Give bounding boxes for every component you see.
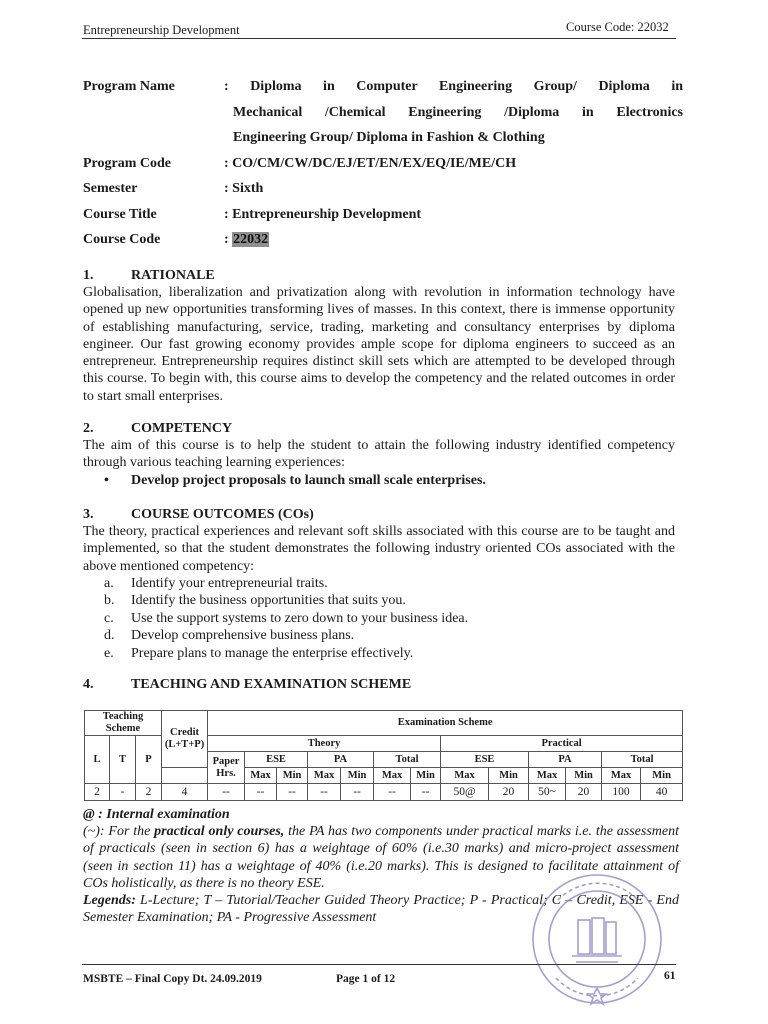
section-heading-course-outcomes: 3. COURSE OUTCOMES (COs) [83,507,314,522]
table-row [85,784,683,801]
semester-row [83,176,683,202]
program-name-line1: : Diploma in Computer Engineering Group/ Diploma in [224,79,683,94]
table-cell: 50~ [529,784,566,801]
competency-text: The aim of this course is to help the student to attain the following industry identified competency through various teaching learning experiences: [83,438,675,471]
table-cell: 20 [566,784,602,801]
table-cell: 2 [136,784,162,801]
max-header: Max [441,768,489,784]
table-cell: -- [341,784,374,801]
course-title-row [83,202,683,228]
course-code-highlighted: 22032 [233,232,269,247]
course-outcomes-list [104,575,468,662]
table-cell: -- [411,784,441,801]
max-header: Max [602,768,641,784]
table-cell: -- [277,784,308,801]
min-header: Min [411,768,441,784]
program-name-row [83,74,683,151]
practical-total-header: Total [602,752,683,768]
program-code-label: Program Code [83,155,171,171]
l-header: L [85,736,110,784]
list-item: b. Identify the business opportunities that suits you. [104,593,406,609]
max-header: Max [308,768,341,784]
course-outcomes-text: The theory, practical experiences and relevant soft skills associated with this course are to be taught and implemented, so that the student demonstrates the following industry oriented COs associated with the above mentioned competency: [83,524,675,574]
table-cell: -- [245,784,277,801]
section-heading-scheme: 4. TEACHING AND EXAMINATION SCHEME [83,677,412,692]
list-item: e. Prepare plans to manage the enterprise effectively. [104,645,414,661]
table-cell: -- [208,784,245,801]
table-cell: - [110,784,136,801]
practical-header: Practical [441,736,683,752]
list-item: d. Develop comprehensive business plans. [104,628,355,644]
examination-scheme-header: Examination Scheme [208,711,683,736]
table-cell: 2 [85,784,110,801]
running-header-title: Entrepreneurship Development [83,23,240,37]
course-code-row [83,227,683,253]
teaching-examination-scheme-table [84,710,683,801]
min-header: Min [489,768,529,784]
program-name-line2: Mechanical /Chemical Engineering /Diploma in Electronics [233,104,683,120]
min-header: Min [641,768,683,784]
course-title-label: Course Title [83,206,157,222]
course-title-value: : Entrepreneurship Development [224,206,422,222]
pa-note: (~): For the practical only courses, the PA has two components under practical marks i.e. the assessment of practicals (seen in section 6) has a weightage of 60% (i.e.30 marks) and micro-project assessment (seen in section 11) has a weightage of 40% (i.e.20 marks). This is designed to facilitate attainment of COs holistically, as there is no theory ESE. [83,824,683,891]
theory-header: Theory [208,736,441,752]
table-cell: -- [308,784,341,801]
footer-rule [82,964,676,965]
teaching-scheme-header: Teaching Scheme [85,711,162,736]
institution-seal-stamp-icon [528,870,666,1008]
p-header: P [136,736,162,784]
paper-hrs-header: Paper Hrs. [208,752,245,784]
max-header: Max [245,768,277,784]
running-header-course-code: Course Code: 22032 [566,20,669,34]
footer-copy-date: MSBTE – Final Copy Dt. 24.09.2019 [83,973,262,985]
header-rule [82,38,676,39]
table-cell: 100 [602,784,641,801]
semester-value: : Sixth [224,181,264,196]
theory-ese-header: ESE [245,752,308,768]
program-code-row [83,151,683,177]
table-cell: -- [374,784,411,801]
theory-total-header: Total [374,752,441,768]
course-code-label: Course Code [83,232,161,247]
min-header: Min [341,768,374,784]
section-heading-rationale: 1. RATIONALE [83,268,215,283]
max-header: Max [374,768,411,784]
credit-header: Credit (L+T+P) [162,711,208,768]
section-heading-competency: 2. COMPETENCY [83,421,233,436]
course-info-block [83,74,683,253]
footer-sheet-number: 61 [664,970,676,982]
program-name-line3: Engineering Group/ Diploma in Fashion & Clothing [233,130,545,145]
min-header: Min [566,768,602,784]
theory-pa-header: PA [308,752,374,768]
min-header: Min [277,768,308,784]
practical-pa-header: PA [529,752,602,768]
program-name-label: Program Name [83,79,175,94]
table-cell: 4 [162,784,208,801]
bullet-dot-icon: • [104,473,109,488]
footer-page-number: Page 1 of 12 [336,973,396,985]
table-cell: 20 [489,784,529,801]
legends-note: Legends: L-Lecture; T – Tutorial/Teacher Guided Theory Practice; P - Practical; C – Credit, ESE - End Semester Examination; PA - Progressive Assessment [83,893,679,926]
program-code-value: : CO/CM/CW/DC/EJ/ET/EN/EX/EQ/IE/ME/CH [224,155,517,171]
list-item: a. Identify your entrepreneurial traits. [104,576,328,591]
competency-bullet: • Develop project proposals to launch small scale enterprises. [104,473,486,488]
semester-label: Semester [83,181,138,196]
internal-exam-note: @ : Internal examination [83,807,230,822]
t-header: T [110,736,136,784]
rationale-text: Globalisation, liberalization and privatization along with revolution in information technology have opened up new opportunities transforming lives of masses. In this context, there is immense opportunity of establishing manufacturing, service, trading, marketing and consultancy enterprises by diploma engineer. Our fast growing economy provides ample scope for diploma engineers to succeed as an entrepreneur. Entrepreneurship requires distinct skill sets which are attempted to be developed through this course. To begin with, this course aims to develop the competency and the related outcomes in order to start small enterprises. [83,285,675,404]
list-item: c. Use the support systems to zero down to your business idea. [104,610,469,626]
max-header: Max [529,768,566,784]
course-code-prefix: : [224,232,233,247]
practical-ese-header: ESE [441,752,529,768]
table-cell: 40 [641,784,683,801]
table-cell: 50@ [441,784,489,801]
